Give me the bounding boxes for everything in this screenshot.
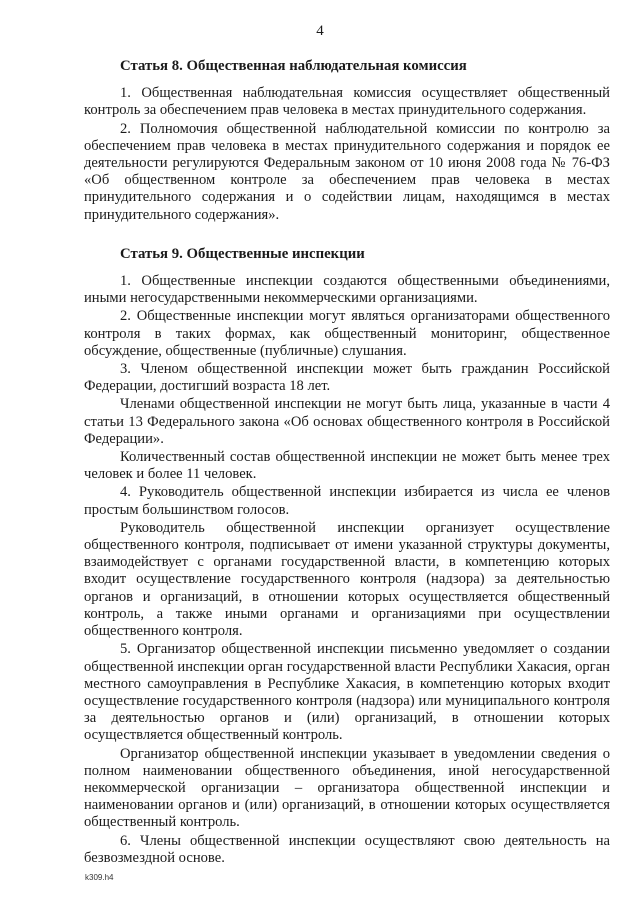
article-9-paragraph: 5. Организатор общественной инспекции письменно уведомляет о создании общественной инспекции орган государственной власти Республики Хакасия, орган местного самоуправления в Республике Хакасия, в компетенцию которых входит осуществление государственного контроля (надзора) или муниципального контроля за деятельностью органов и (или) организаций, в отношении которых осуществляется общественный контроль. [84,641,610,744]
footer-code: k309.h4 [85,873,114,882]
article-9-paragraph: Организатор общественной инспекции указывает в уведомлении сведения о полном наименовании общественного объединения, иной негосударственной некоммерческой организации – организатора общественной инспекции и наименовании органов и (или) организаций, в отношении которых осуществляется общественный контроль. [84,745,610,831]
article-8-heading: Статья 8. Общественная наблюдательная комиссия [120,58,467,74]
article-9-paragraph: Руководитель общественной инспекции организует осуществление общественного контроля, подписывает от имени указанной структуры документы, взаимодействует с органами государственной власти, в компетенцию которых входит осуществление государственного контроля (надзора) за деятельностью органов и организаций, в отношении которых осуществляется общественный контроль, а также иными органами и организациями при осуществлении общественного контроля. [84,519,610,640]
page-number: 4 [316,23,324,39]
article-9-paragraph: 6. Члены общественной инспекции осуществляют свою деятельность на безвозмездной основе. [84,832,610,866]
article-9-heading: Статья 9. Общественные инспекции [120,245,365,262]
article-9-paragraph: Членами общественной инспекции не могут быть лица, указанные в части 4 статьи 13 Федерального закона «Об основах общественного контроля в Российской Федерации». [84,396,610,447]
document-body [84,58,610,867]
article-9-paragraph: 2. Общественные инспекции могут являться организаторами общественного контроля в таких формах, как общественный мониторинг, общественное обсуждение, общественные (публичные) слушания. [84,308,610,359]
article-9-paragraph: Количественный состав общественной инспекции не может быть менее трех человек и более 11 человек. [84,449,610,483]
article-9-paragraph: 3. Членом общественной инспекции может быть гражданин Российской Федерации, достигший возраста 18 лет. [84,361,610,395]
article-8-paragraph: 2. Полномочия общественной наблюдательной комиссии по контролю за обеспечением прав человека в местах принудительного содержания и порядок ее деятельности регулируются Федеральным законом от 10 июня 2008 года № 76-ФЗ «Об общественном контроле за обеспечением прав человека в местах принудительного содержания и о содействии лицам, находящимся в местах принудительного содержания». [84,120,610,223]
article-9-paragraph: 4. Руководитель общественной инспекции избирается из числа ее членов простым большинством голосов. [84,484,610,518]
article-8-paragraph: 1. Общественная наблюдательная комиссия осуществляет общественный контроль за обеспечением прав человека в местах принудительного содержания. [84,85,610,119]
article-9-paragraph: 1. Общественные инспекции создаются общественными объединениями, иными негосударственными некоммерческими организациями. [84,273,610,307]
